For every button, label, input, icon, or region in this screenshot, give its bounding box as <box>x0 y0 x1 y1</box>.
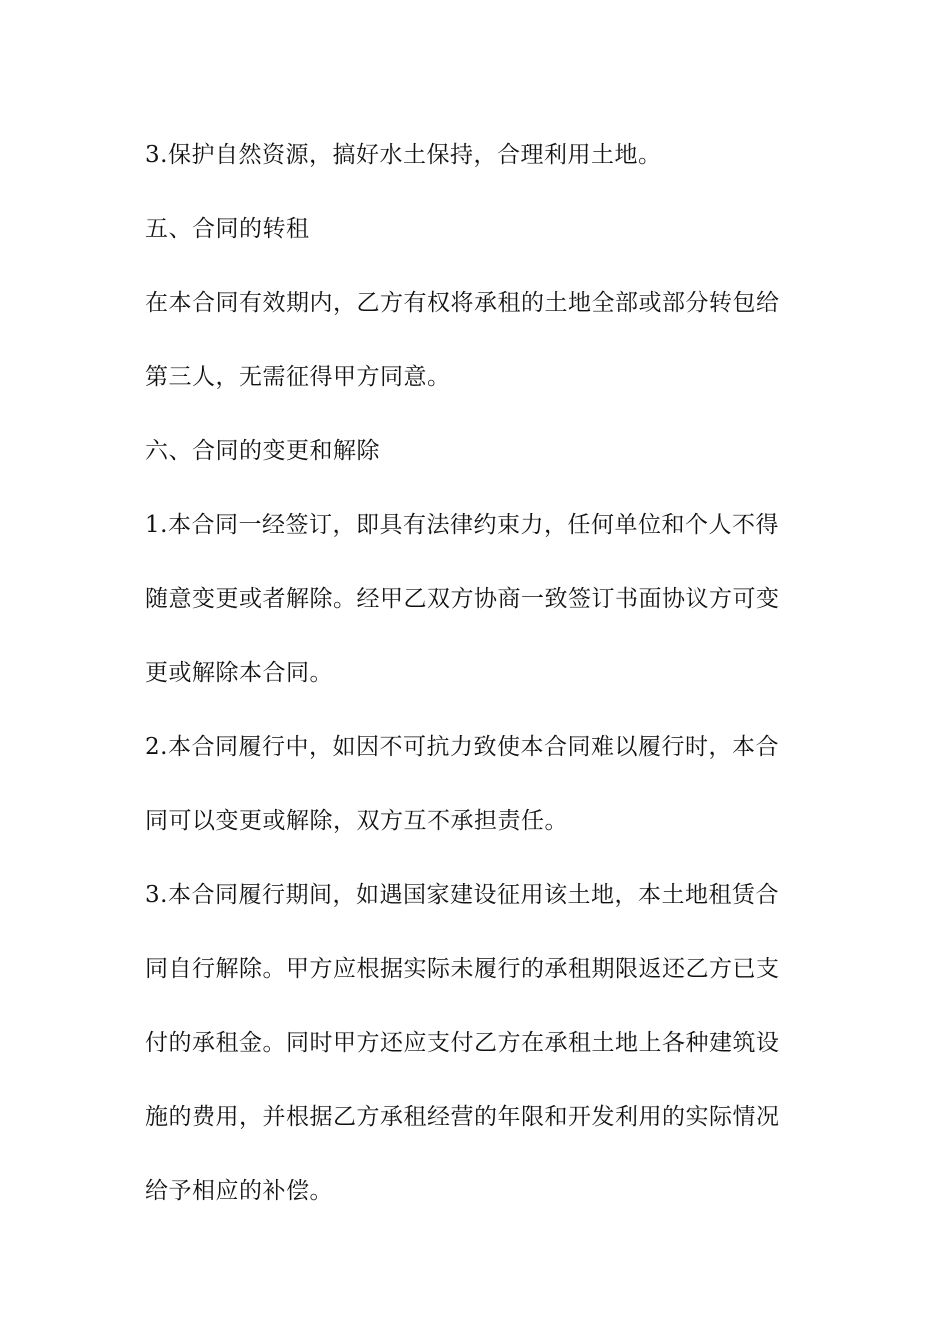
clause-2-line-1: 2.本合同履行中，如因不可抗力致使本合同难以履行时，本合 <box>145 734 779 760</box>
section-heading-change-termination: 六、合同的变更和解除 <box>145 438 380 464</box>
clause-3-line-3: 付的承租金。同时甲方还应支付乙方在承租土地上各种建筑设 <box>145 1030 780 1056</box>
document-body <box>145 118 805 1228</box>
clause-3-line-2: 同自行解除。甲方应根据实际未履行的承租期限返还乙方已支 <box>145 956 780 982</box>
paragraph-sublease-line-1: 在本合同有效期内，乙方有权将承租的土地全部或部分转包给 <box>145 290 780 316</box>
clause-1-line-2: 随意变更或者解除。经甲乙双方协商一致签订书面协议方可变 <box>145 586 780 612</box>
clause-3-line-5: 给予相应的补偿。 <box>145 1178 333 1204</box>
clause-3-resource-protection: 3.保护自然资源，搞好水土保持，合理利用土地。 <box>145 142 662 168</box>
clause-3-line-4: 施的费用，并根据乙方承租经营的年限和开发利用的实际情况 <box>145 1104 780 1130</box>
clause-1-line-1: 1.本合同一经签订，即具有法律约束力，任何单位和个人不得 <box>145 512 779 538</box>
paragraph-sublease-line-2: 第三人，无需征得甲方同意。 <box>145 364 451 390</box>
clause-1-line-3: 更或解除本合同。 <box>145 660 333 686</box>
clause-2-line-2: 同可以变更或解除，双方互不承担责任。 <box>145 808 568 834</box>
section-heading-sublease: 五、合同的转租 <box>145 216 310 242</box>
clause-3-line-1: 3.本合同履行期间，如遇国家建设征用该土地，本土地租赁合 <box>145 882 779 908</box>
